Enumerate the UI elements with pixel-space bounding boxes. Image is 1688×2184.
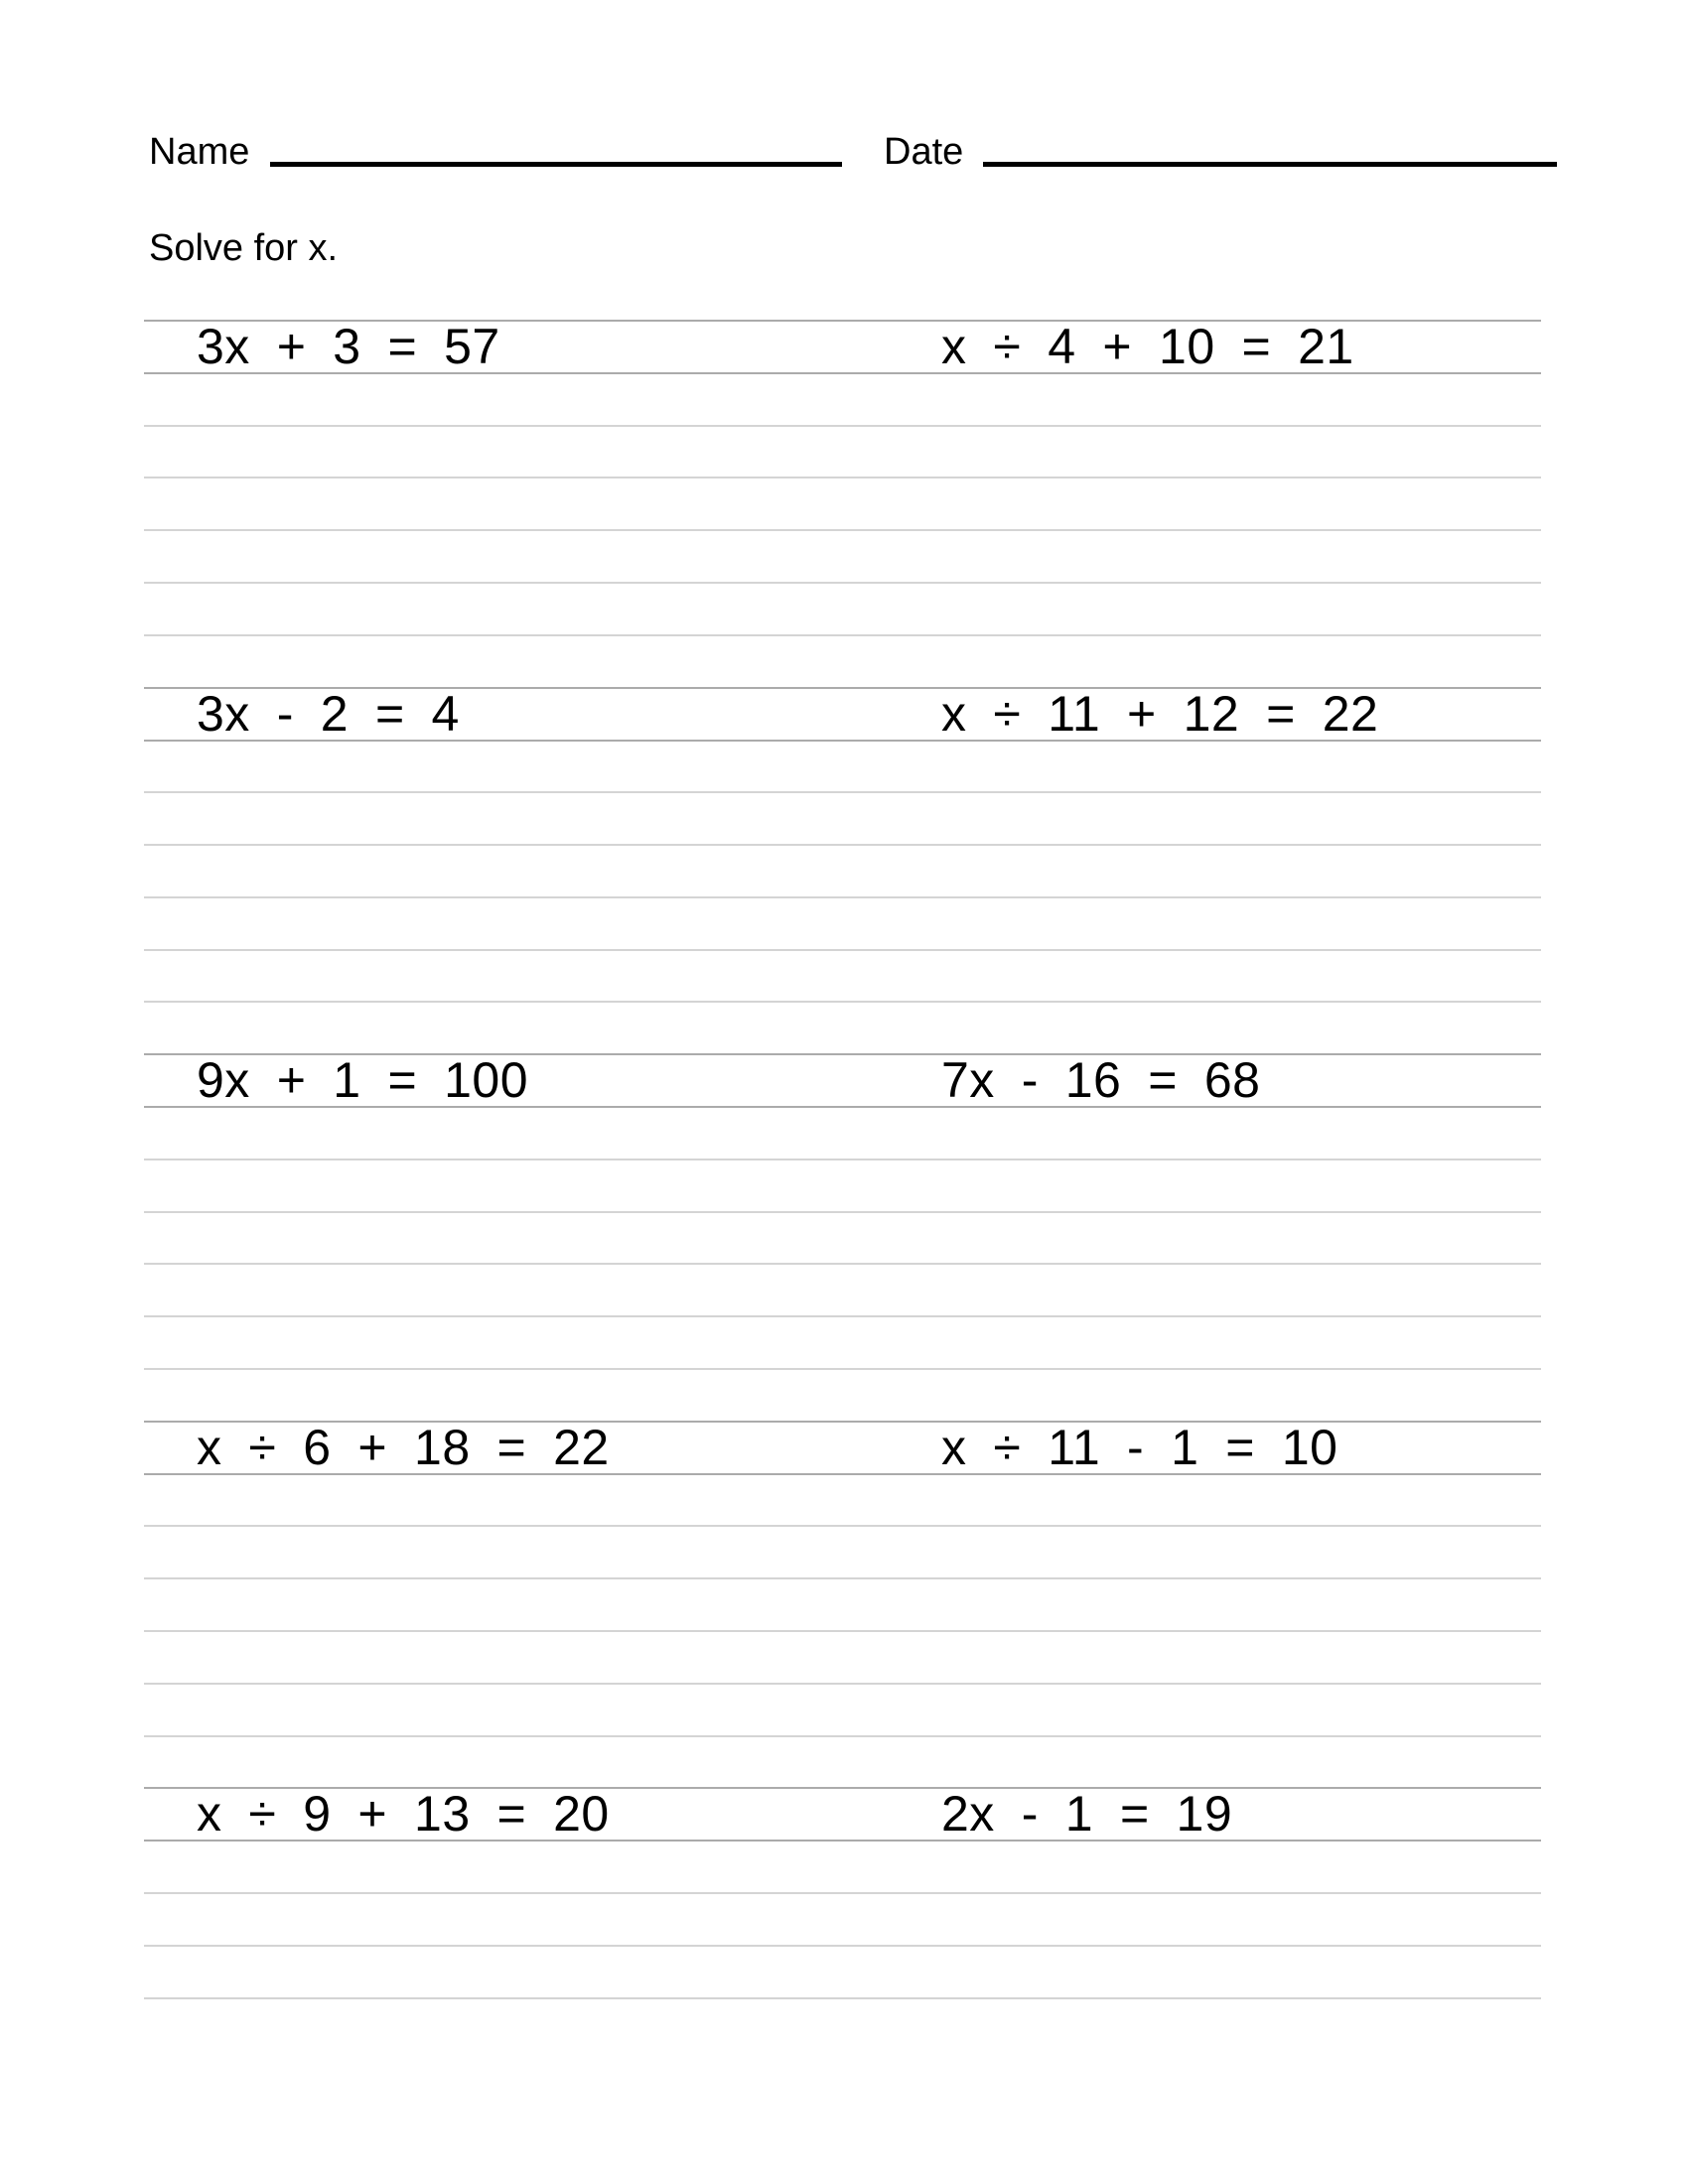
ruled-line (144, 582, 1541, 584)
equation-row (144, 320, 1541, 374)
ruled-line (144, 529, 1541, 531)
ruled-line (144, 1263, 1541, 1265)
ruled-line (144, 1368, 1541, 1370)
problem-right: 2x - 1 = 19 (941, 1786, 1233, 1843)
ruled-line (144, 844, 1541, 846)
ruled-line (144, 1630, 1541, 1632)
ruled-line (144, 1211, 1541, 1213)
instruction-text: Solve for x. (149, 227, 339, 269)
problem-left: 3x - 2 = 4 (197, 685, 460, 742)
ruled-line (144, 634, 1541, 636)
equation-row (144, 1787, 1541, 1842)
ruled-line (144, 949, 1541, 951)
problem-left: 3x + 3 = 57 (197, 319, 500, 374)
problem-right: x ÷ 11 - 1 = 10 (941, 1419, 1338, 1475)
problem-right: 7x - 16 = 68 (941, 1052, 1261, 1109)
equation-row (144, 1053, 1541, 1108)
problem-left: 9x + 1 = 100 (197, 1052, 529, 1109)
ruled-line (144, 1525, 1541, 1527)
problem-right: x ÷ 4 + 10 = 21 (941, 319, 1354, 374)
ruled-line (144, 477, 1541, 478)
ruled-line (144, 1945, 1541, 1947)
ruled-line (144, 1997, 1541, 1999)
ruled-line (144, 791, 1541, 793)
ruled-line (144, 425, 1541, 427)
ruled-line (144, 1159, 1541, 1160)
problem-left: x ÷ 9 + 13 = 20 (197, 1786, 610, 1843)
ruled-line (144, 1315, 1541, 1317)
problem-right: x ÷ 11 + 12 = 22 (941, 685, 1379, 742)
name-label: Name (149, 131, 250, 173)
ruled-line (144, 1892, 1541, 1894)
ruled-line (144, 1001, 1541, 1003)
ruled-line (144, 1683, 1541, 1685)
ruled-line (144, 1735, 1541, 1737)
problem-left: x ÷ 6 + 18 = 22 (197, 1419, 610, 1475)
ruled-line (144, 896, 1541, 898)
date-label: Date (884, 131, 964, 173)
equation-row (144, 687, 1541, 742)
equation-row (144, 1421, 1541, 1475)
ruled-line (144, 1577, 1541, 1579)
